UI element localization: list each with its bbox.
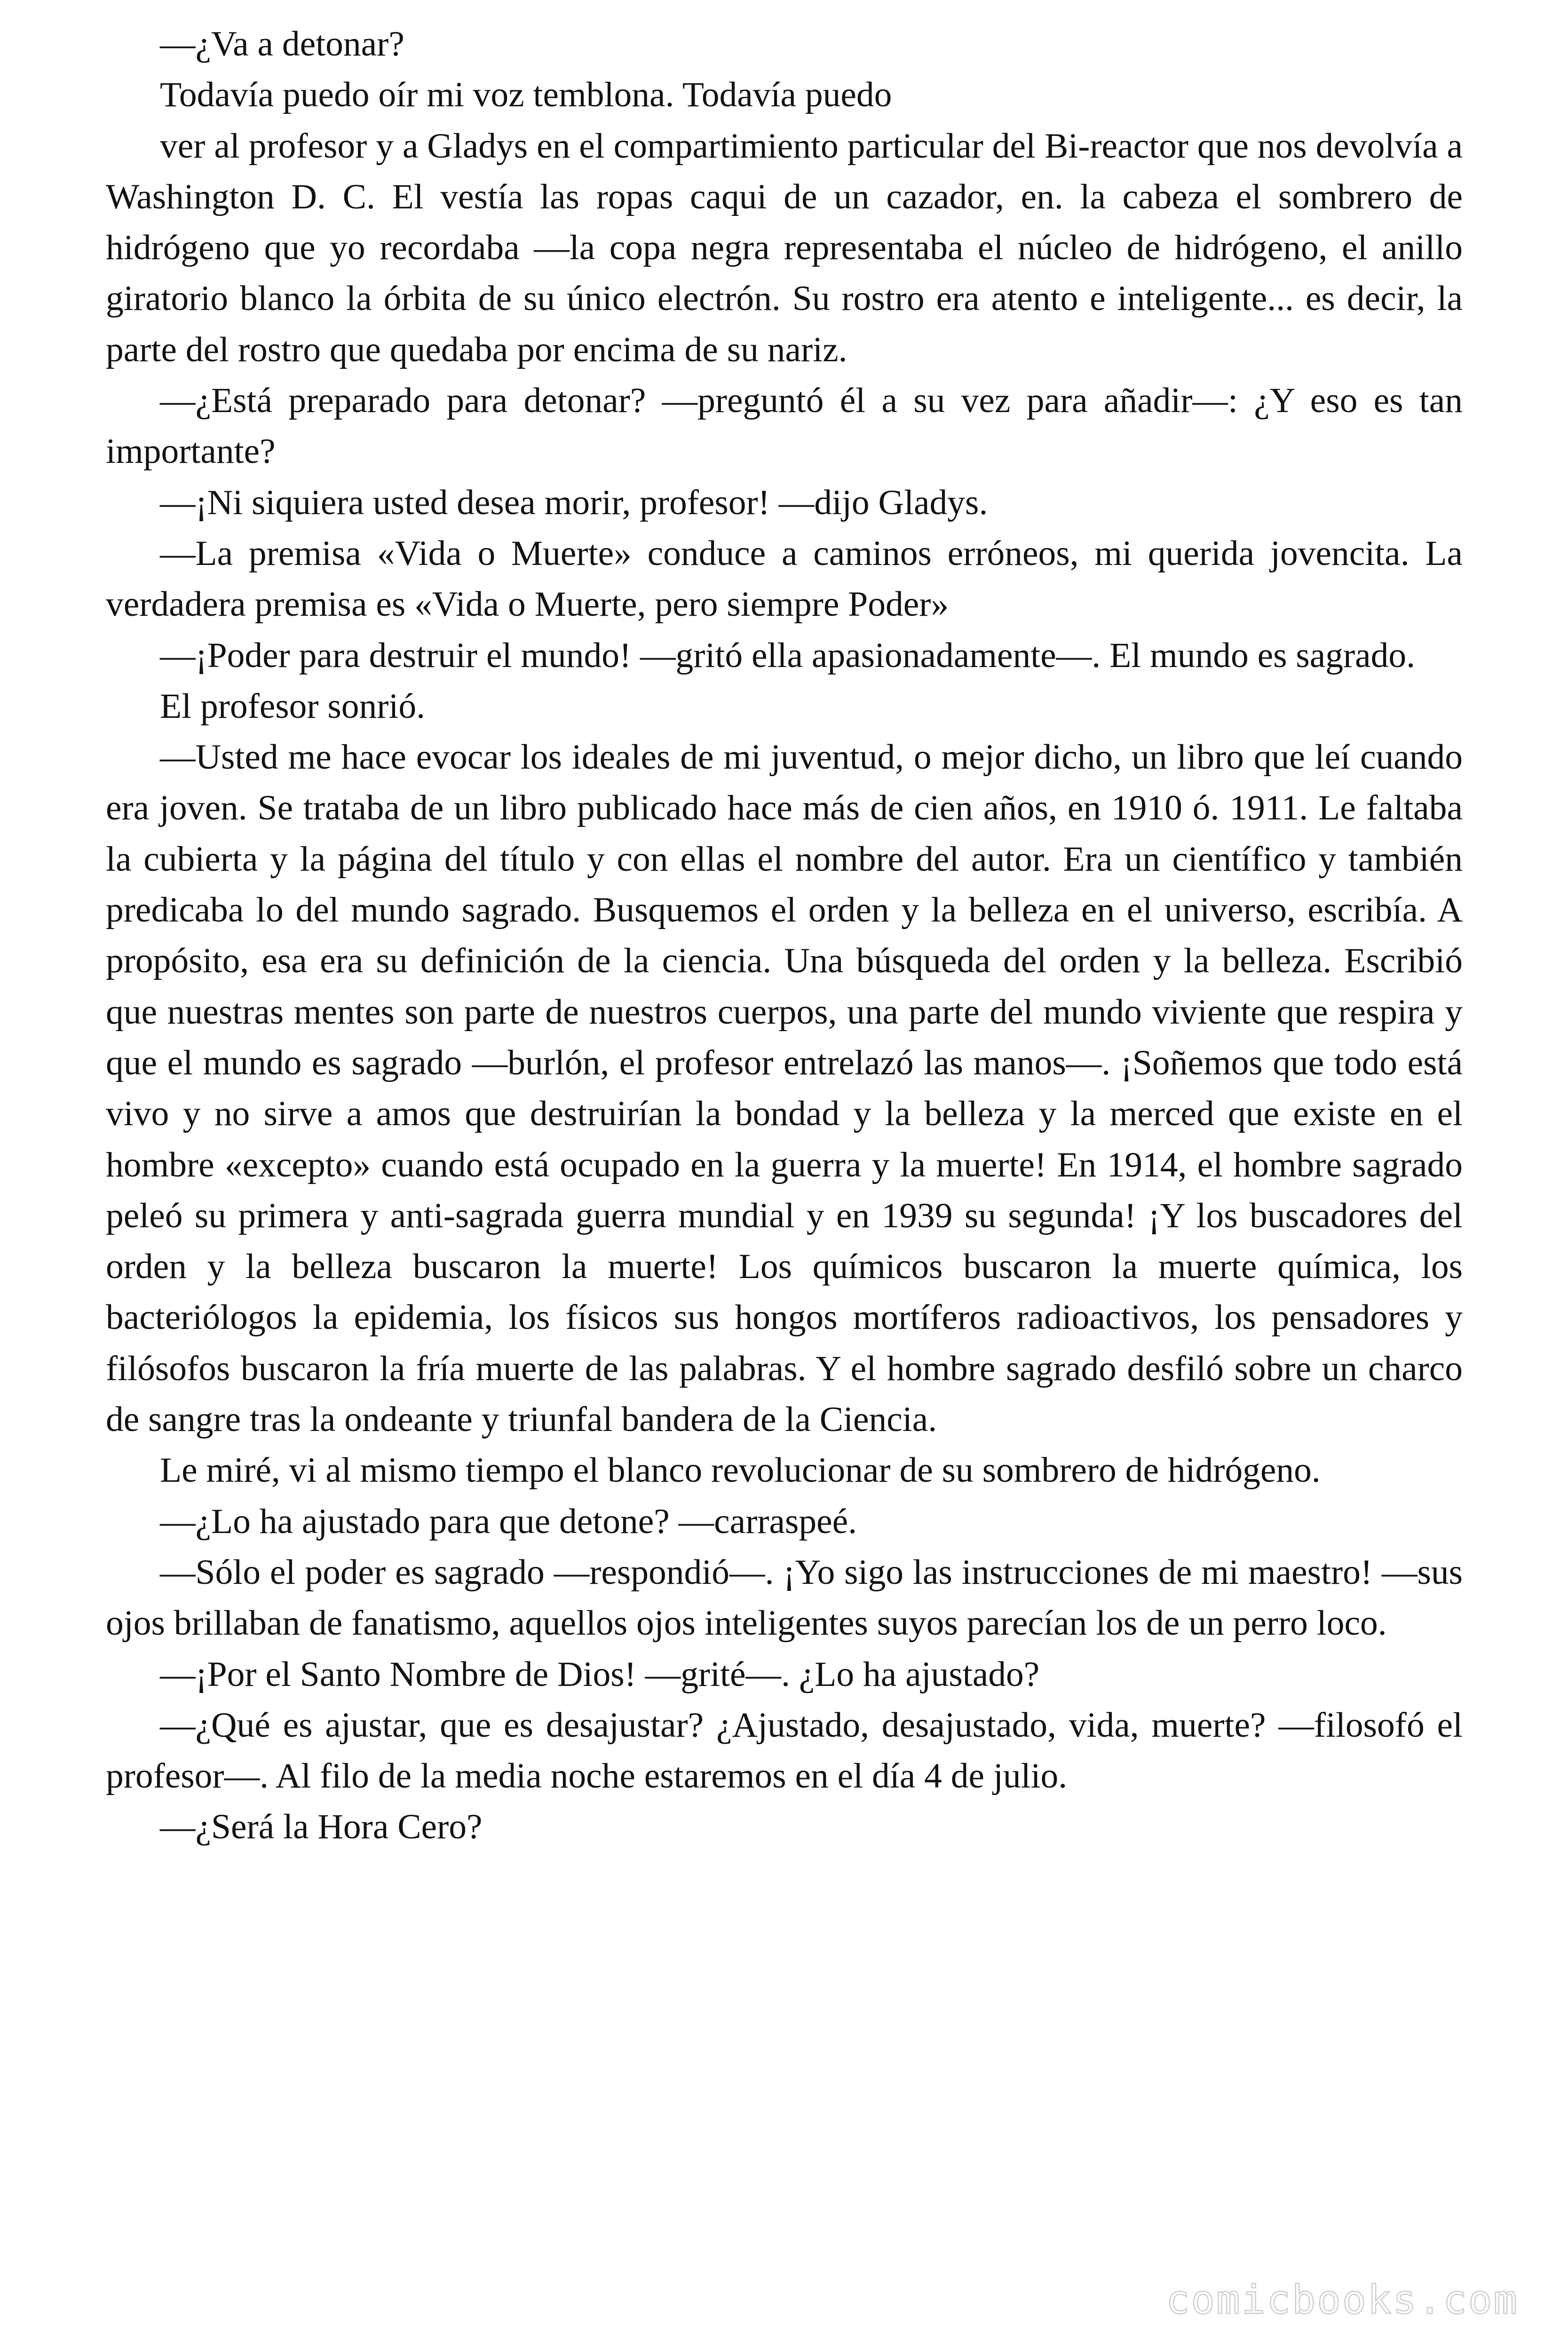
page-text [106, 19, 1463, 1853]
paragraph: Todavía puedo oír mi voz temblona. Todavía puedo [160, 75, 892, 115]
paragraph: —Sólo el poder es sagrado —respondió—. ¡Yo sigo las instrucciones de mi maestro! —sus ojos brillaban de fanatismo, aquellos ojos inteligentes suyos parecían los de un perro loco. [106, 1552, 1463, 1643]
paragraph: —La premisa «Vida o Muerte» conduce a caminos erróneos, mi querida jovencita. La verdadera premisa es «Vida o Muerte, pero siempre Poder» [106, 533, 1463, 624]
paragraph: —¡Ni siquiera usted desea morir, profesor! —dijo Gladys. [160, 483, 988, 522]
paragraph: —¿Será la Hora Cero? [160, 1807, 483, 1847]
paragraph: —¿Está preparado para detonar? —preguntó él a su vez para añadir—: ¿Y eso es tan importante? [106, 381, 1463, 471]
paragraph: Le miré, vi al mismo tiempo el blanco revolucionar de su sombrero de hidrógeno. [160, 1451, 1321, 1490]
paragraph: —¿Qué es ajustar, que es desajustar? ¿Ajustado, desajustado, vida, muerte? —filosofó el profesor—. Al filo de la media noche estaremos en el día 4 de julio. [106, 1705, 1463, 1796]
paragraph: —¡Por el Santo Nombre de Dios! —grité—. ¿Lo ha ajustado? [160, 1654, 1040, 1694]
watermark: comicbooks.com [1165, 2277, 1519, 2323]
paragraph: —¡Poder para destruir el mundo! —gritó ella apasionadamente—. El mundo es sagrado. [160, 636, 1416, 675]
paragraph: El profesor sonrió. [160, 686, 426, 726]
paragraph: —¿Va a detonar? [160, 24, 404, 64]
paragraph: —¿Lo ha ajustado para que detone? —carraspeé. [160, 1502, 857, 1541]
paragraph: ver al profesor y a Gladys en el compartimiento particular del Bi-reactor que nos devolvía a Washington D. C. El vestía las ropas caqui de un cazador, en. la cabeza el sombrero de hidrógeno que yo recordaba —la copa negra representaba el núcleo de hidrógeno, el anillo giratorio blanco la órbita de su único electrón. Su rostro era atento e inteligente... es decir, la parte del rostro que quedaba por encima de su nariz. [106, 126, 1463, 369]
paragraph: —Usted me hace evocar los ideales de mi juventud, o mejor dicho, un libro que leí cuando era joven. Se trataba de un libro publicado hace más de cien años, en 1910 ó. 1911. Le faltaba la cubierta y la página del título y con ellas el nombre del autor. Era un científico y también predicaba lo del mundo sagrado. Busquemos el orden y la belleza en el universo, escribía. A propósito, esa era su definición de la ciencia. Una búsqueda del orden y la belleza. Escribió que nuestras mentes son parte de nuestros cuerpos, una parte del mundo viviente que respira y que el mundo es sagrado —burlón, el profesor entrelazó las manos—. ¡Soñemos que todo está vivo y no sirve a amos que destruirían la bondad y la belleza y la merced que existe en el hombre «excepto» cuando está ocupado en la guerra y la muerte! En 1914, el hombre sagrado peleó su primera y anti-sagrada guerra mundial y en 1939 su segunda! ¡Y los buscadores del orden y la belleza buscaron la muerte! Los químicos buscaron la muerte química, los bacteriólogos la epidemia, los físicos sus hongos mortíferos radioactivos, los pensadores y filósofos buscaron la fría muerte de las palabras. Y el hombre sagrado desfiló sobre un charco de sangre tras la ondeante y triunfal bandera de la Ciencia. [106, 738, 1463, 1439]
